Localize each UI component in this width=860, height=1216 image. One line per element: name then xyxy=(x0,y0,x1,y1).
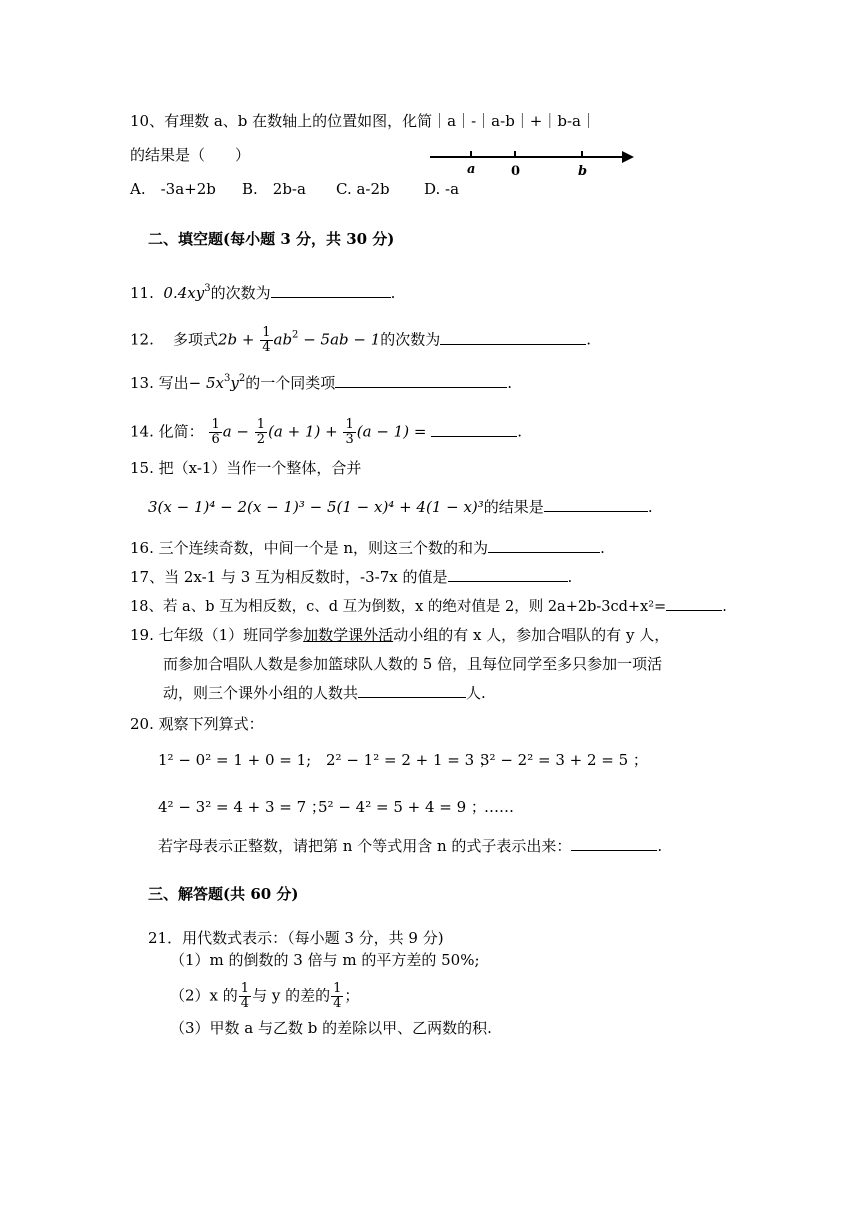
q21-item1: （1）m 的倒数的 3 倍与 m 的平方差的 50%; xyxy=(170,951,480,969)
q11 xyxy=(130,283,395,303)
q12-exponent: 2 xyxy=(292,329,299,341)
q15-line1: 15. 把（x-1）当作一个整体，合并 xyxy=(130,459,362,477)
q12-blank xyxy=(440,330,586,345)
q12-expr-b: ab xyxy=(273,330,293,349)
q14-lead: 化简： xyxy=(158,422,204,441)
q20-row1-eq1: 1² − 0² = 1 + 0 = 1; xyxy=(158,751,312,769)
q14-part-2: (a + 1) + xyxy=(268,422,338,441)
q19-blank xyxy=(358,683,466,698)
q11-blank xyxy=(271,283,391,298)
section3-title: 三、解答题(共 60 分) xyxy=(148,885,299,903)
q20-row2-eq1: 4² − 3² = 4 + 3 = 7 ； xyxy=(158,798,326,816)
q14-part-1: a − xyxy=(222,422,249,441)
q19-line2: 而参加合唱队人数是参加篮球队人数的 5 倍，且每位同学至多只参加一项活 xyxy=(163,655,663,673)
q16 xyxy=(130,538,605,558)
q13-number: 13. xyxy=(130,374,154,392)
q12-expr-c: − 5ab − 1 xyxy=(303,330,381,349)
q20-row2-ellipsis: …… xyxy=(484,798,514,816)
q10-line2: 的结果是（ ） xyxy=(130,146,251,164)
q14 xyxy=(130,418,522,447)
q13-exponent-1: 3 xyxy=(224,373,231,384)
label-b: b xyxy=(578,164,588,179)
q12 xyxy=(130,326,591,355)
q21-item2-text-b: 与 y 的差的 xyxy=(252,986,331,1005)
q14-fraction-2: $\frac{1}{2}$ xyxy=(256,417,266,447)
q16-blank xyxy=(488,538,600,553)
q12-expr-a: 2b + xyxy=(217,330,255,349)
q14-blank xyxy=(431,422,517,437)
q11-number: 11. xyxy=(130,284,154,302)
q12-lead: 多项式 xyxy=(172,330,218,349)
q13-blank xyxy=(335,373,507,388)
q13 xyxy=(130,373,512,393)
q13-exponent-2: 2 xyxy=(238,373,246,384)
q20-row2-eq2: 5² − 4² = 5 + 4 = 9 ； xyxy=(318,798,486,816)
q14-fraction-1: $\frac{1}{6}$ xyxy=(211,417,220,447)
q20-blank xyxy=(571,836,657,851)
q20-title: 20. 观察下列算式： xyxy=(130,715,264,733)
q20-row1-eq2: 2² − 1² = 2 + 1 = 3 ； xyxy=(326,751,494,769)
q15-text: 的结果是 xyxy=(483,498,544,516)
label-a: a xyxy=(467,162,476,177)
q12-end: . xyxy=(586,330,592,349)
q13-y: y xyxy=(230,374,239,392)
q17-text: 17、当 2x-1 与 3 互为相反数时，-3-7x 的值是 xyxy=(130,568,448,586)
q18-end: . xyxy=(722,599,727,615)
q10-option-c: C. a-2b xyxy=(336,180,390,198)
q13-end: . xyxy=(507,374,513,392)
q21-item2 xyxy=(170,982,359,1011)
q21-title: 21．用代数式表示：（每小题 3 分，共 9 分) xyxy=(148,929,444,947)
q17 xyxy=(130,567,572,587)
q18 xyxy=(130,596,727,617)
q11-exponent: 3 xyxy=(204,283,211,294)
q13-expr: − 5x xyxy=(188,374,224,392)
q11-end: . xyxy=(390,284,396,302)
section2-title: 二、填空题(每小题 3 分，共 30 分) xyxy=(148,230,395,248)
q19-line3 xyxy=(163,683,486,703)
q17-end: . xyxy=(567,568,573,586)
q10-option-b: B. 2b-a xyxy=(242,180,306,198)
q21-item2-text-a: （2）x 的 xyxy=(170,986,238,1005)
q21-item2-fraction-1: $\frac{1}{4}$ xyxy=(240,981,250,1011)
q11-text: 的次数为 xyxy=(210,284,271,302)
q21-item2-text-c: ； xyxy=(344,986,360,1005)
q21-item2-fraction-2: $\frac{1}{4}$ xyxy=(333,981,342,1011)
q19-text-a: 19. 七年级（1）班同学参 xyxy=(130,626,304,644)
q14-fraction-3: $\frac{1}{3}$ xyxy=(345,417,354,447)
q15-end: . xyxy=(647,498,653,516)
q20-row1-eq3: 3² − 2² = 3 + 2 = 5 ； xyxy=(480,751,648,769)
q19-text-b: 动小组的有 x 人，参加合唱队的有 y 人， xyxy=(393,626,670,644)
q19-underlined: 加数学课外活 xyxy=(303,626,394,644)
q20-ask xyxy=(158,836,662,856)
label-0: 0 xyxy=(511,164,521,179)
q11-expression: 0.4xy xyxy=(163,284,205,302)
q18-blank xyxy=(666,596,722,611)
q14-part-3: (a − 1) = xyxy=(356,422,427,441)
q19-end: 人. xyxy=(466,684,486,702)
q10-line1: 10、有理数 a、b 在数轴上的位置如图，化简｜a｜-｜a-b｜+｜b-a｜ xyxy=(130,112,596,130)
q10-option-a: A. -3a+2b xyxy=(130,180,216,198)
number-line-diagram xyxy=(428,145,638,181)
q15-expression: 3(x − 1)⁴ − 2(x − 1)³ − 5(1 − x)⁴ + 4(1 − x)³ xyxy=(148,498,484,516)
q12-number: 12. xyxy=(130,330,154,349)
q20-end: . xyxy=(657,837,663,855)
q17-blank xyxy=(448,567,568,582)
q21-item3: （3）甲数 a 与乙数 b 的差除以甲、乙两数的积. xyxy=(170,1019,492,1037)
number-line-arrow xyxy=(622,151,634,163)
q19-line1 xyxy=(130,625,669,645)
q14-number: 14. xyxy=(130,422,154,441)
q15-line2 xyxy=(148,497,653,517)
q16-end: . xyxy=(600,539,605,557)
q16-text: 16. 三个连续奇数，中间一个是 n，则这三个数的和为 xyxy=(130,539,489,557)
q14-end: . xyxy=(517,422,522,441)
q18-text: 18、若 a、b 互为相反数，c、d 互为倒数，x 的绝对值是 2，则 2a+2b-3cd+x²= xyxy=(130,599,667,615)
q15-blank xyxy=(544,497,648,512)
q12-fraction: $\frac{1}{4}$ xyxy=(262,325,271,355)
q10-option-d: D. -a xyxy=(424,180,460,198)
q20-ask-text: 若字母表示正整数，请把第 n 个等式用含 n 的式子表示出来： xyxy=(158,837,572,855)
q12-text: 的次数为 xyxy=(380,330,441,349)
q13-text: 的一个同类项 xyxy=(245,374,336,392)
q13-lead: 写出 xyxy=(158,374,189,392)
q19-text-c: 动，则三个课外小组的人数共 xyxy=(163,684,359,702)
